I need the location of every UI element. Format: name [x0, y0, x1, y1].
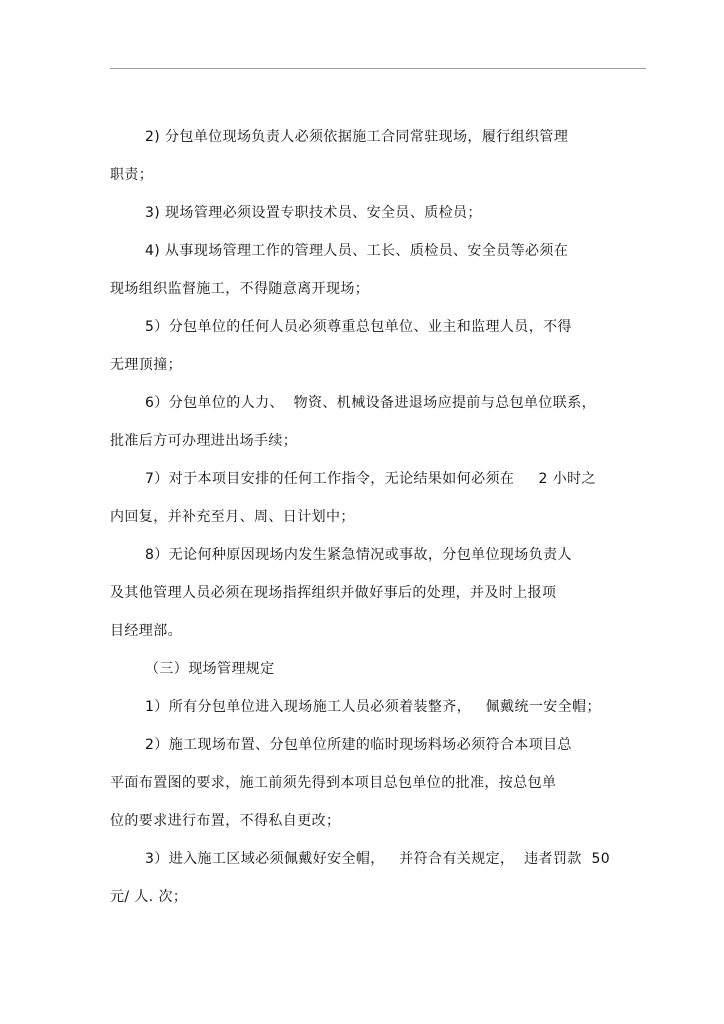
paragraph-line: 2）施工现场布置、分包单位所建的临时现场料场必须符合本项目总: [145, 737, 572, 753]
paragraph-line: 元/ 人. 次；: [110, 889, 188, 905]
paragraph-line: 无理顶撞；: [110, 357, 182, 373]
header-rule: [110, 68, 646, 69]
paragraph-line: 1）所有分包单位进入现场施工人员必须着装整齐， 佩戴统一安全帽；: [145, 699, 601, 715]
paragraph-line: 平面布置图的要求，施工前须先得到本项目总包单位的批准，按总包单: [110, 775, 557, 791]
paragraph-line: 位的要求进行布置，不得私自更改；: [110, 813, 341, 829]
paragraph-line: 5）分包单位的任何人员必须尊重总包单位、业主和监理人员，不得: [145, 319, 572, 335]
paragraph-line: 及其他管理人员必须在现场指挥组织并做好事后的处理，并及时上报项: [110, 585, 557, 601]
paragraph-line: 2) 分包单位现场负责人必须依据施工合同常驻现场，履行组织管理: [145, 129, 569, 145]
paragraph-line: 目经理部。: [110, 623, 182, 639]
paragraph-line: 3) 现场管理必须设置专职技术员、安全员、质检员；: [145, 205, 482, 221]
section-heading: （三）现场管理规定: [145, 661, 275, 677]
paragraph-line: 4) 从事现场管理工作的管理人员、工长、质检员、安全员等必须在: [145, 243, 569, 259]
paragraph-line: 内回复，并补充至月、周、日计划中；: [110, 509, 355, 525]
paragraph-line: 3）进入施工区域必须佩戴好安全帽， 并符合有关规定， 违者罚款 50: [145, 851, 611, 867]
paragraph-line: 职责；: [110, 167, 154, 183]
paragraph-line: 6）分包单位的人力、 物资、机械设备进退场应提前与总包单位联系，: [145, 395, 597, 411]
paragraph-line: 7）对于本项目安排的任何工作指令，无论结果如何必须在 2 小时之: [145, 471, 596, 487]
paragraph-line: 现场组织监督施工，不得随意离开现场；: [110, 281, 370, 297]
paragraph-line: 批准后方可办理进出场手续；: [110, 433, 298, 449]
paragraph-line: 8）无论何种原因现场内发生紧急情况或事故，分包单位现场负责人: [145, 547, 572, 563]
